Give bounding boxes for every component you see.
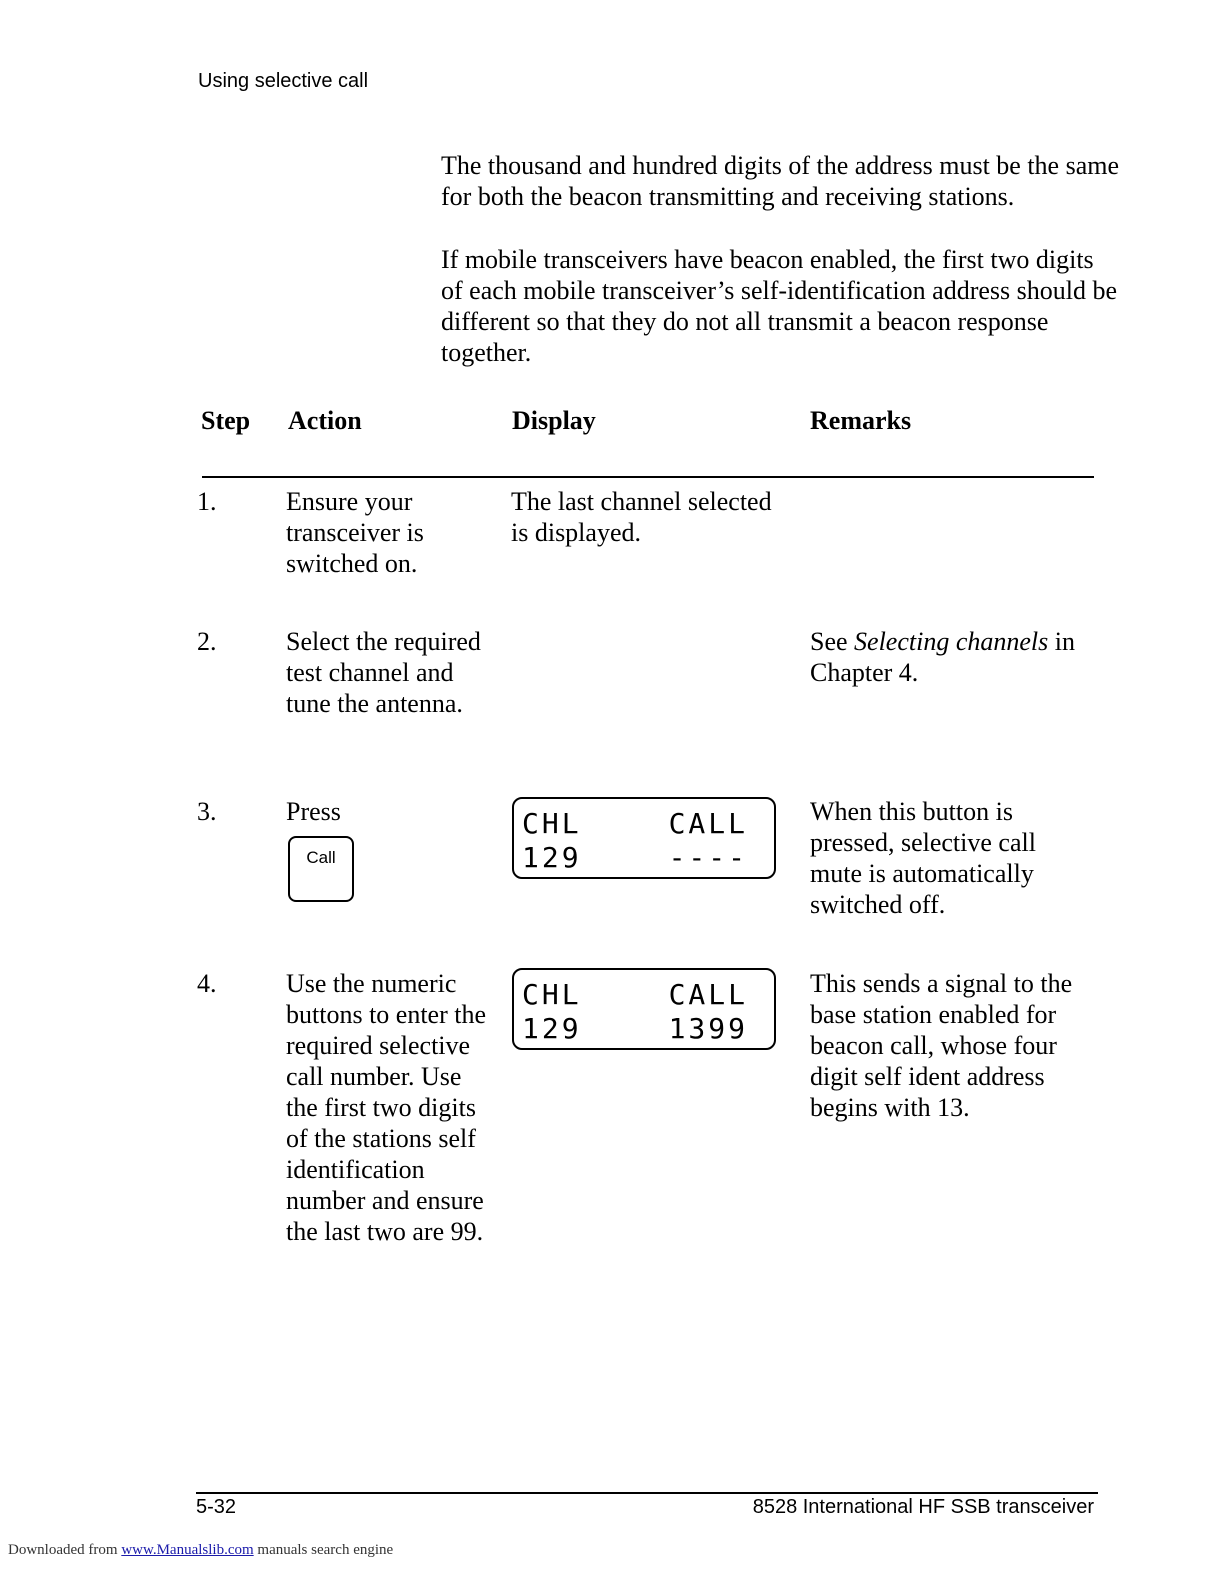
remarks-text: See Selecting channels in Chapter 4.	[810, 627, 1075, 687]
lcd-call-number: ----	[668, 841, 748, 874]
remarks-text: When this button is pressed, selective call mute is automatically switched off.	[810, 797, 1036, 919]
column-header-remarks: Remarks	[810, 406, 912, 435]
column-header-step: Step	[201, 406, 251, 435]
step-number: 3.	[197, 797, 217, 826]
lcd-display	[512, 968, 776, 1050]
download-note: Downloaded from www.Manualslib.com manuals search engine	[8, 1542, 394, 1558]
call-button[interactable]: Call	[288, 836, 354, 902]
action-text: Use the numeric buttons to enter the required selective call number. Use the first two digits of the stations self identification number and ensure the last two are 99.	[286, 969, 487, 1246]
lcd-channel-number: 129	[522, 841, 582, 874]
action-text: Ensure your transceiver is switched on.	[286, 487, 424, 578]
footer-rule	[196, 1492, 1098, 1494]
step-number: 2.	[197, 627, 217, 656]
lcd-channel-label: CHL	[522, 978, 582, 1011]
lcd-mode-label: CALL	[668, 807, 748, 840]
step-number: 1.	[197, 487, 217, 516]
column-header-action: Action	[288, 406, 362, 435]
lcd-mode-label: CALL	[668, 978, 748, 1011]
intro-paragraph-2: If mobile transceivers have beacon enabled, the first two digits of each mobile transceiver’s self-identification address should be different so that they do not all transmit a beacon response together.	[441, 245, 1118, 367]
running-header: Using selective call	[198, 70, 369, 92]
manualslib-link[interactable]: www.Manualslib.com	[121, 1542, 254, 1558]
action-text: Select the required test channel and tune the antenna.	[286, 627, 481, 718]
table-header-rule	[202, 476, 1094, 478]
lcd-call-number: 1399	[668, 1012, 748, 1045]
page-number: 5-32	[196, 1496, 237, 1518]
action-text: Press	[286, 797, 341, 826]
manual-title: 8528 International HF SSB transceiver	[752, 1496, 1094, 1518]
step-number: 4.	[197, 969, 217, 998]
lcd-display	[512, 797, 776, 879]
lcd-channel-label: CHL	[522, 807, 582, 840]
intro-paragraph-1: The thousand and hundred digits of the address must be the same for both the beacon transmitting and receiving stations.	[441, 151, 1120, 211]
column-header-display: Display	[512, 406, 596, 435]
remarks-text: This sends a signal to the base station enabled for beacon call, whose four digit self ident address begins with 13.	[810, 969, 1073, 1122]
lcd-channel-number: 129	[522, 1012, 582, 1045]
display-text: The last channel selected is displayed.	[511, 487, 772, 547]
